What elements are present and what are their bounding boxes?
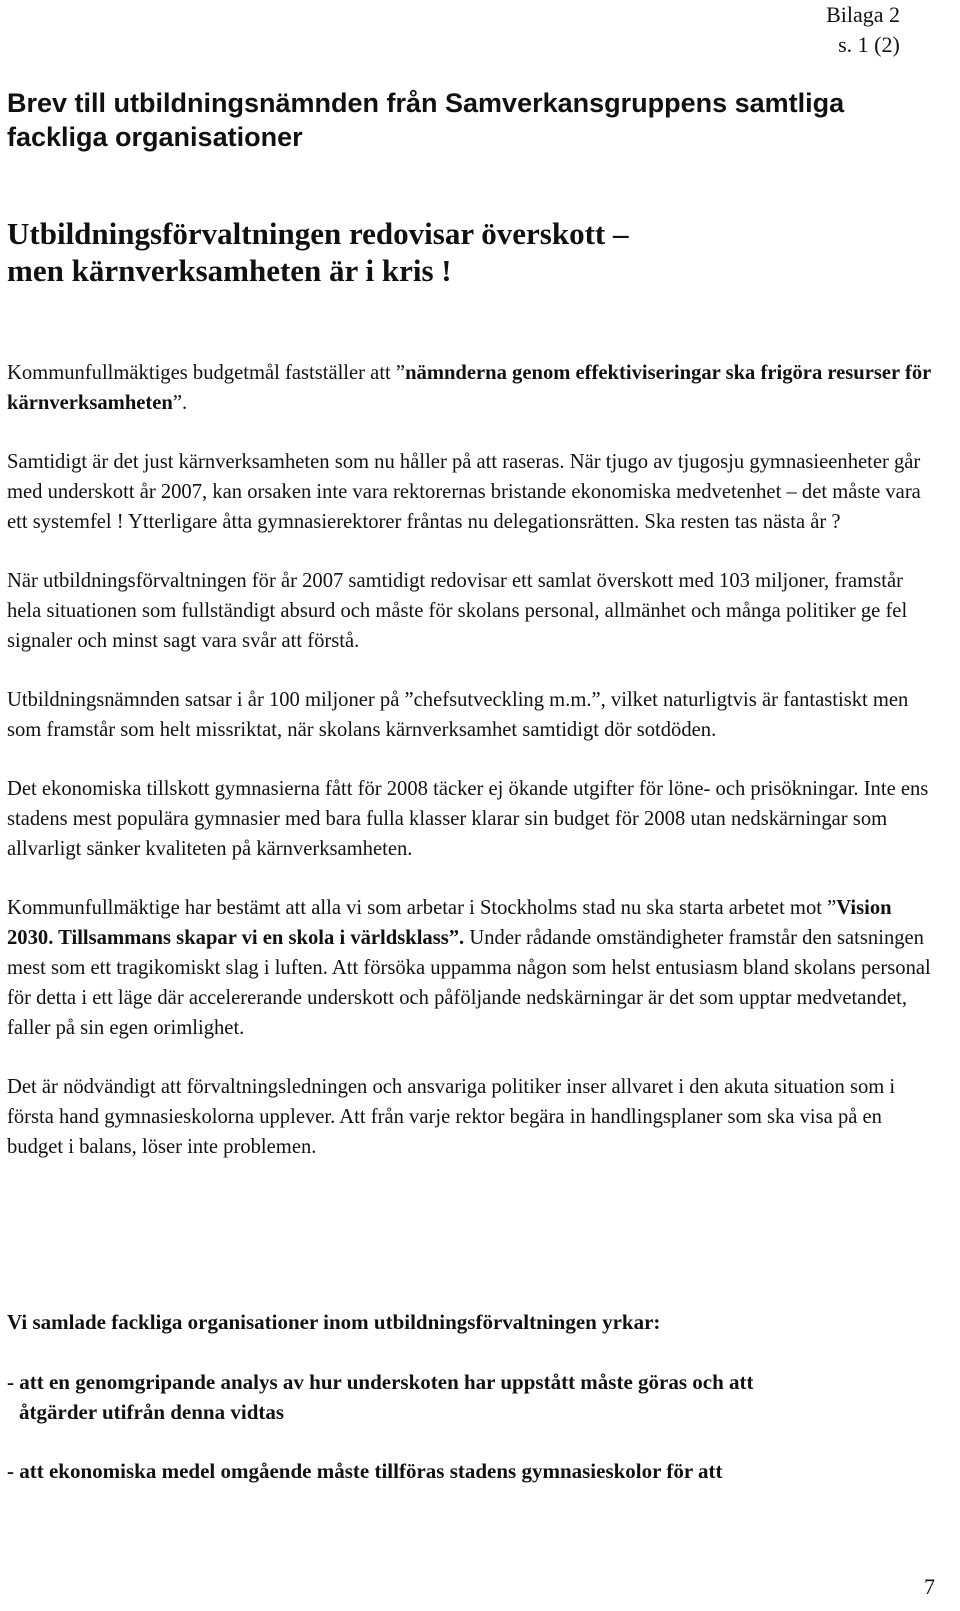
paragraph-necessity: Det är nödvändigt att förvaltningsledningen och ansvariga politiker inser allvaret i den akuta situation som i första hand gymnasieskolorna upplever. Att från varje rektor begära in handlingsplaner som ska visa på en budget i balans, löser inte problemen. <box>7 1076 896 1158</box>
paragraph-vision-2030 <box>7 893 942 1043</box>
letter-title: Brev till utbildningsnämnden från Samverkansgruppens samtliga fackliga organisationer <box>7 88 845 152</box>
paragraph-leadership-development: Utbildningsnämnden satsar i år 100 miljoner på ”chefsutveckling m.m.”, vilket naturligtvis är fantastiskt men som framstår som helt missriktat, när skolans kärnverksamhet samtidigt dör sotdöden. <box>7 689 909 741</box>
emphasis-text: ”. <box>448 927 465 949</box>
emphasis-text: nämnderna genom effektiviseringar ska frigöra resurser för kärnverksamheten <box>7 362 931 414</box>
page-number: 7 <box>924 1574 935 1599</box>
demand-item <box>7 1367 942 1427</box>
main-title-line-2: men kärnverksamheten är i kris ! <box>7 253 452 288</box>
main-title <box>7 215 937 289</box>
attachment-page-ref: s. 1 (2) <box>838 32 900 57</box>
attachment-reference <box>826 0 900 60</box>
paragraph-text: Kommunfullmäktige har bestämt att alla vi som arbetar i Stockholms stad nu ska starta arbetet mot ” <box>7 897 837 919</box>
demand-item-line-1: - att en genomgripande analys av hur underskoten har uppstått måste göras och att <box>7 1370 754 1394</box>
demand-item-line-2: åtgärder utifrån denna vidtas <box>19 1400 285 1424</box>
emphasis-text: Vision 2030. Tillsammans skapar vi en skola i världsklass <box>7 897 892 949</box>
paragraph-core-business: Samtidigt är det just kärnverksamheten som nu håller på att raseras. När tjugo av tjugosju gymnasieenheter går med underskott år 2007, kan orsaken inte vara rektorernas bristande ekonomiska medvetenhet – det måste vara ett systemfel ! Ytterligare åtta gymnasierektorer fråntas nu delegationsrätten. Ska resten tas nästa år ? <box>7 451 921 533</box>
paragraph-text: Under rådande omständigheter framstår den satsningen mest som ett tragikomiskt slag i luften. Att försöka uppamma någon som helst entusiasm bland skolans personal för detta i ett läge där accelererande underskott och påföljande nedskärningar är det som upptar medvetandet, faller på sin egen orimlighet. <box>7 927 931 1039</box>
paragraph-funding: Det ekonomiska tillskott gymnasierna fått för 2008 täcker ej ökande utgifter för löne- och prisökningar. Inte ens stadens mest populära gymnasier med bara fulla klasser klarar sin budget för 2008 utan nedskärningar som allvarligt sänker kvaliteten på kärnverksamheten. <box>7 778 929 860</box>
main-title-line-1: Utbildningsförvaltningen redovisar överskott – <box>7 216 629 251</box>
paragraph-text: ”. <box>172 392 188 414</box>
attachment-label: Bilaga 2 <box>826 2 900 27</box>
paragraph-surplus: När utbildningsförvaltningen för år 2007 samtidigt redovisar ett samlat överskott med 103 miljoner, framstår hela situationen som fullständigt absurd och måste för skolans personal, allmänhet och många politiker ge fel signaler och minst sagt vara svår att förstå. <box>7 570 908 652</box>
paragraph-budget-goal <box>7 358 942 418</box>
letter-body <box>7 358 942 1191</box>
paragraph-text: Kommunfullmäktiges budgetmål fastställer att ” <box>7 362 406 384</box>
demands-title: Vi samlade fackliga organisationer inom utbildningsförvaltningen yrkar: <box>7 1310 661 1334</box>
demand-item: - att ekonomiska medel omgående måste tillföras stadens gymnasieskolor för att <box>7 1459 723 1483</box>
